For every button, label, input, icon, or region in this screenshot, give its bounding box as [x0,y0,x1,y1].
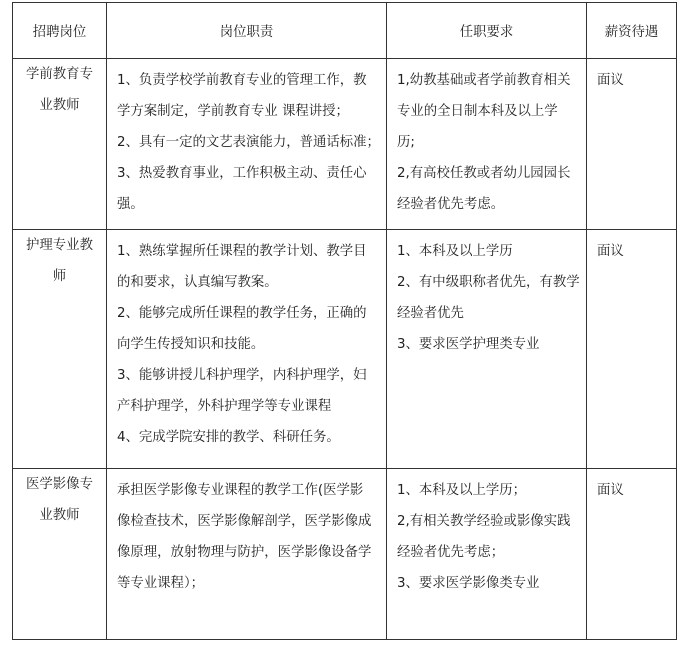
salary-value: 面议 [597,244,624,259]
requirement-line: 2,有高校任教或者幼儿园园长 [397,166,571,181]
duties-cell [107,469,387,640]
position-line: 医学影像专 [26,477,93,492]
recruitment-table [12,2,677,640]
position-line: 业教师 [39,98,80,113]
salary-value: 面议 [597,483,624,498]
duties-cell [107,230,387,469]
position-cell [13,59,107,230]
duty-line: 学方案制定，学前教育专业 课程讲授； [117,104,349,119]
requirement-line: 专业的全日制本科及以上学 [397,104,558,119]
duty-line: 强。 [117,197,144,212]
position-line: 师 [52,269,67,284]
duty-line: 的和要求，认真编写教案。 [117,275,278,290]
requirement-line: 1、本科及以上学历 [397,244,513,259]
position-cell [13,230,107,469]
requirements-cell [387,230,587,469]
position-line: 护理专业教 [26,238,93,253]
duties-cell [107,59,387,230]
requirement-line: 经验者优先 [397,306,464,321]
duty-line: 承担医学影像专业课程的教学工作(医学影 [117,483,364,498]
salary-cell [587,469,677,640]
duty-line: 1、负责学校学前教育专业的管理工作，教 [117,73,367,88]
position-line: 学前教育专 [26,67,93,82]
duty-line: 向学生传授知识和技能。 [117,337,265,352]
requirement-line: 3、要求医学影像类专业 [397,576,540,591]
duty-line: 2、具有一定的文艺表演能力，普通话标准； [117,135,380,150]
position-cell [13,469,107,640]
header-salary: 薪资待遇 [587,3,677,59]
requirement-line: 经验者优先考虑； [397,545,505,560]
duty-line: 1、熟练掌握所任课程的教学计划、教学目 [117,244,367,259]
duty-line: 2、能够完成所任课程的教学任务，正确的 [117,306,367,321]
requirements-cell [387,469,587,640]
salary-value: 面议 [597,73,624,88]
position-line: 业教师 [39,508,80,523]
header-duties: 岗位职责 [107,3,387,59]
table-header-row [13,3,677,59]
requirements-cell [387,59,587,230]
salary-cell [587,59,677,230]
requirement-line: 1,幼教基础或者学前教育相关 [397,73,571,88]
requirement-line: 2、有中级职称者优先，有教学 [397,275,580,290]
requirement-line: 经验者优先考虑。 [397,197,505,212]
header-position: 招聘岗位 [13,3,107,59]
duty-line: 4、完成学院安排的教学、科研任务。 [117,430,340,445]
table-row [13,469,677,640]
duty-line: 等专业课程）； [117,576,205,591]
requirement-line: 历; [397,135,415,150]
table-row [13,230,677,469]
requirement-line: 2,有相关教学经验或影像实践 [397,514,571,529]
duty-line: 3、热爱教育事业，工作积极主动、责任心 [117,166,367,181]
requirement-line: 1、本科及以上学历； [397,483,527,498]
header-requirements: 任职要求 [387,3,587,59]
duty-line: 像原理，放射物理与防护，医学影像设备学 [117,545,372,560]
duty-line: 产科护理学，外科护理学等专业课程 [117,399,332,414]
salary-cell [587,230,677,469]
table-row [13,59,677,230]
duty-line: 3、能够讲授儿科护理学，内科护理学，妇 [117,368,367,383]
duty-line: 像检查技术，医学影像解剖学，医学影像成 [117,514,372,529]
requirement-line: 3、要求医学护理类专业 [397,337,540,352]
